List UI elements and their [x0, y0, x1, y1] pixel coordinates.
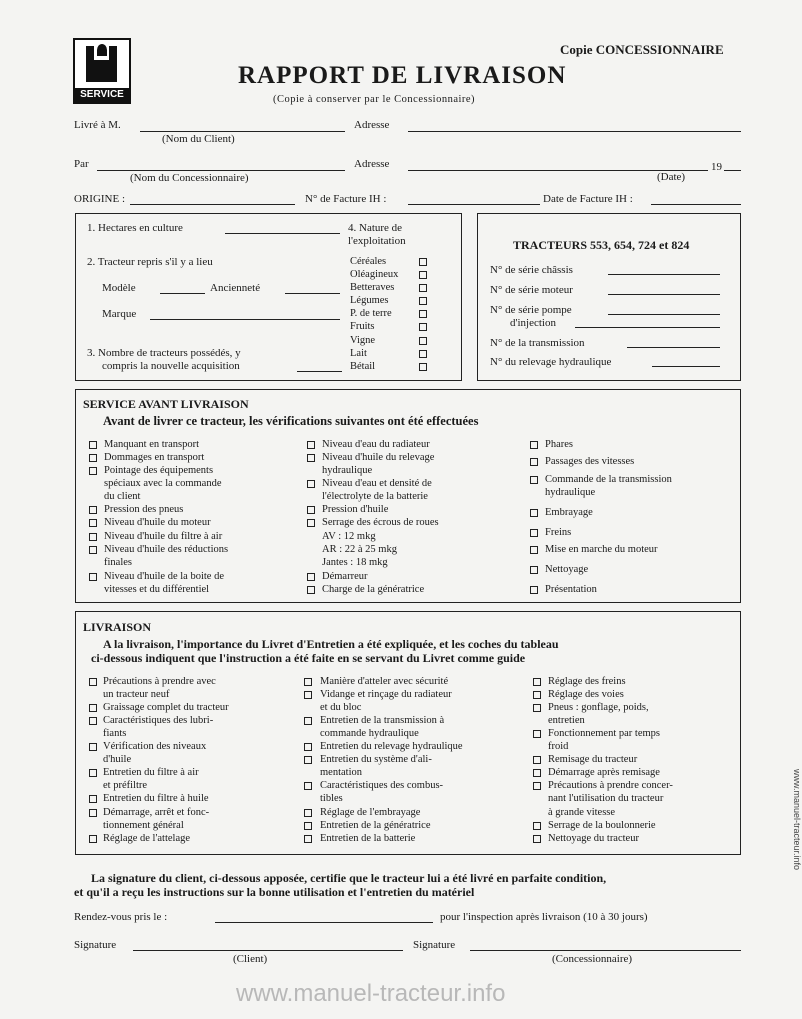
- serie-moteur-label: N° de série moteur: [490, 284, 573, 296]
- rdv-suffix: pour l'inspection après livraison (10 à 30 jours): [440, 911, 648, 923]
- livraison-checkbox[interactable]: [89, 809, 97, 817]
- nature-item: P. de terre: [350, 308, 392, 319]
- service-checkbox[interactable]: [307, 480, 315, 488]
- service-checkbox[interactable]: [530, 529, 538, 537]
- livraison-item: Entretien de la génératrice: [320, 820, 431, 831]
- service-item: Freins: [545, 527, 572, 538]
- nature-item: Bétail: [350, 361, 376, 372]
- marque-label: Marque: [102, 308, 137, 320]
- dealer-name-field[interactable]: [97, 170, 345, 171]
- service-item: vitesses et du différentiel: [104, 584, 210, 595]
- service-checkbox[interactable]: [530, 476, 538, 484]
- livraison-item: Fonctionnement par temps: [548, 728, 660, 739]
- livraison-checkbox[interactable]: [304, 743, 312, 751]
- rdv-field[interactable]: [215, 922, 433, 923]
- livraison-item: Réglage des voies: [548, 689, 624, 700]
- nature-item: Lait: [350, 348, 367, 359]
- certification-line-2: et qu'il a reçu les instructions sur la bonne utilisation et l'entretien du matériel: [74, 885, 475, 899]
- year-label: 19: [711, 161, 722, 173]
- service-title: SERVICE AVANT LIVRAISON: [83, 397, 249, 411]
- nombre-tracteurs-label2: compris la nouvelle acquisition: [102, 360, 240, 372]
- service-item: Embrayage: [545, 507, 593, 518]
- nature-item: Légumes: [350, 295, 389, 306]
- service-item: Jantes : 18 mkg: [322, 557, 388, 568]
- livraison-checkbox[interactable]: [304, 678, 312, 686]
- livraison-item: commande hydraulique: [320, 728, 419, 739]
- anciennete-label: Ancienneté: [210, 282, 261, 294]
- livraison-item: Vidange et rinçage du radiateur: [320, 689, 452, 700]
- service-item: Charge de la génératrice: [322, 584, 425, 595]
- livraison-item: Entretien du filtre à air: [103, 767, 199, 778]
- livraison-item: Entretien du relevage hydraulique: [320, 741, 463, 752]
- livraison-item: Entretien du système d'ali-: [320, 754, 432, 765]
- nature-item: Fruits: [350, 321, 375, 332]
- livraison-item: Entretien du filtre à huile: [103, 793, 209, 804]
- nature-checkbox[interactable]: [419, 258, 427, 266]
- transmission-label: N° de la transmission: [490, 337, 585, 349]
- service-item: l'électrolyte de la batterie: [322, 491, 428, 502]
- date-facture-field[interactable]: [651, 204, 741, 205]
- anciennete-field[interactable]: [285, 293, 340, 294]
- livraison-checkbox[interactable]: [533, 756, 541, 764]
- nature-label: 4. Nature de: [348, 222, 403, 234]
- livraison-checkbox[interactable]: [304, 691, 312, 699]
- service-checkbox[interactable]: [89, 519, 97, 527]
- service-checkbox[interactable]: [307, 573, 315, 581]
- livraison-item: et du bloc: [320, 702, 362, 713]
- service-item: finales: [104, 557, 132, 568]
- livraison-checkbox[interactable]: [304, 809, 312, 817]
- injection-label: d'injection: [510, 317, 556, 329]
- service-checkbox[interactable]: [89, 533, 97, 541]
- origine-label: ORIGINE :: [74, 193, 126, 205]
- par-label: Par: [74, 158, 89, 170]
- service-subtitle: Avant de livrer ce tracteur, les vérifications suivantes ont été effectuées: [103, 414, 479, 428]
- livraison-item: à grande vitesse: [548, 807, 616, 818]
- livraison-checkbox[interactable]: [533, 835, 541, 843]
- side-watermark: www.manuel-tracteur.info: [792, 768, 802, 870]
- service-item: du client: [104, 491, 141, 502]
- nombre-tracteurs-field[interactable]: [297, 371, 342, 372]
- page-title: RAPPORT DE LIVRAISON: [238, 62, 567, 89]
- livraison-checkbox[interactable]: [533, 822, 541, 830]
- livraison-item: Démarrage, arrêt et fonc-: [103, 807, 210, 818]
- nature-checkbox[interactable]: [419, 323, 427, 331]
- service-item: Niveau d'huile de la boite de: [104, 571, 224, 582]
- livraison-checkbox[interactable]: [533, 704, 541, 712]
- copy-label: Copie CONCESSIONNAIRE: [560, 42, 724, 57]
- tracteur-repris-label: 2. Tracteur repris s'il y a lieu: [87, 256, 213, 268]
- service-item: Phares: [545, 439, 573, 450]
- nature-checkbox[interactable]: [419, 297, 427, 305]
- livre-label: Livré à M.: [74, 119, 121, 131]
- livraison-subtitle-2: ci-dessous indiquent que l'instruction a été faite en se servant du Livret comme guide: [91, 651, 526, 665]
- service-checkbox[interactable]: [89, 546, 97, 554]
- livraison-checkbox[interactable]: [89, 769, 97, 777]
- livraison-checkbox[interactable]: [533, 769, 541, 777]
- marque-field[interactable]: [150, 319, 340, 320]
- livraison-checkbox[interactable]: [533, 730, 541, 738]
- nature-checkbox[interactable]: [419, 310, 427, 318]
- livraison-item: Manière d'atteler avec sécurité: [320, 676, 449, 687]
- signature-dealer-field[interactable]: [470, 950, 741, 951]
- nature-checkbox[interactable]: [419, 337, 427, 345]
- livraison-item: Entretien de la transmission à: [320, 715, 445, 726]
- client-caption: (Client): [233, 953, 268, 965]
- livraison-checkbox[interactable]: [304, 717, 312, 725]
- livraison-item: Caractéristiques des lubri-: [103, 715, 214, 726]
- nature-item: Vigne: [350, 335, 376, 346]
- service-item: Dommages en transport: [104, 452, 205, 463]
- livraison-item: Nettoyage du tracteur: [548, 833, 639, 844]
- service-checkbox[interactable]: [530, 458, 538, 466]
- service-checkbox[interactable]: [530, 546, 538, 554]
- service-checkbox[interactable]: [307, 454, 315, 462]
- transmission-field[interactable]: [627, 347, 720, 348]
- client-name-field[interactable]: [140, 131, 345, 132]
- service-checkbox[interactable]: [89, 454, 97, 462]
- service-item: Niveau d'eau du radiateur: [322, 439, 430, 450]
- nombre-tracteurs-label: 3. Nombre de tracteurs possédés, y: [87, 347, 241, 359]
- livraison-checkbox[interactable]: [533, 782, 541, 790]
- livraison-subtitle-1: A la livraison, l'importance du Livret d'Entretien a été expliquée, et les coches du tableau: [103, 637, 559, 651]
- modele-field[interactable]: [160, 293, 205, 294]
- livraison-checkbox[interactable]: [89, 743, 97, 751]
- tracteurs-title: TRACTEURS 553, 654, 724 et 824: [513, 238, 690, 252]
- service-item: Commande de la transmission: [545, 474, 672, 485]
- service-checkbox[interactable]: [307, 519, 315, 527]
- ih-logo: [73, 38, 131, 104]
- livraison-item: Caractéristiques des combus-: [320, 780, 444, 791]
- serie-pompe-label: N° de série pompe: [490, 304, 572, 316]
- service-item: Serrage des écrous de roues: [322, 517, 439, 528]
- service-checkbox[interactable]: [89, 573, 97, 581]
- service-item: Pression des pneus: [104, 504, 184, 515]
- serie-pompe-field[interactable]: [608, 314, 720, 315]
- livraison-item: Pneus : gonflage, poids,: [548, 702, 649, 713]
- livraison-item: entretien: [548, 715, 585, 726]
- livraison-item: Remisage du tracteur: [548, 754, 638, 765]
- signature-client-label: Signature: [74, 939, 117, 951]
- relevage-label: N° du relevage hydraulique: [490, 356, 612, 368]
- livraison-checkbox[interactable]: [89, 717, 97, 725]
- facture-field[interactable]: [408, 204, 540, 205]
- service-item: Passages des vitesses: [545, 456, 635, 467]
- livraison-checkbox[interactable]: [89, 678, 97, 686]
- livraison-item: Réglage de l'attelage: [103, 833, 191, 844]
- adresse2-label: Adresse: [354, 158, 390, 170]
- livraison-item: Précautions à prendre concer-: [548, 780, 673, 791]
- livraison-checkbox[interactable]: [304, 756, 312, 764]
- relevage-field[interactable]: [652, 366, 720, 367]
- livraison-item: froid: [548, 741, 569, 752]
- facture-label: N° de Facture IH :: [305, 193, 387, 205]
- service-checkbox[interactable]: [307, 441, 315, 449]
- livraison-item: d'huile: [103, 754, 132, 765]
- nature-item: Betteraves: [350, 282, 395, 293]
- date-facture-label: Date de Facture IH :: [543, 193, 633, 205]
- livraison-item: un tracteur neuf: [103, 689, 170, 700]
- livraison-item: tibles: [320, 793, 343, 804]
- origine-field[interactable]: [130, 204, 295, 205]
- client-address-field[interactable]: [408, 131, 741, 132]
- nature-checkbox[interactable]: [419, 363, 427, 371]
- service-item: hydraulique: [545, 487, 596, 498]
- service-checkbox[interactable]: [530, 509, 538, 517]
- livraison-checkbox[interactable]: [89, 795, 97, 803]
- livraison-item: mentation: [320, 767, 362, 778]
- livraison-checkbox[interactable]: [304, 835, 312, 843]
- livraison-item: Vérification des niveaux: [103, 741, 207, 752]
- page-subtitle: (Copie à conserver par le Concessionnaire): [273, 94, 476, 105]
- concessionnaire-caption: (Concessionnaire): [552, 953, 633, 965]
- service-item: spéciaux avec la commande: [104, 478, 222, 489]
- livraison-item: Réglage de l'embrayage: [320, 807, 421, 818]
- service-item: Niveau d'eau et densité de: [322, 478, 432, 489]
- signature-dealer-label: Signature: [413, 939, 456, 951]
- livraison-item: Graissage complet du tracteur: [103, 702, 229, 713]
- service-checkbox[interactable]: [89, 467, 97, 475]
- livraison-item: Précautions à prendre avec: [103, 676, 216, 687]
- service-item: Niveau d'huile du filtre à air: [104, 531, 223, 542]
- service-item: Démarreur: [322, 571, 368, 582]
- adresse-label: Adresse: [354, 119, 390, 131]
- nom-client-label: (Nom du Client): [162, 133, 235, 145]
- livraison-item: Entretien de la batterie: [320, 833, 416, 844]
- livraison-checkbox[interactable]: [533, 678, 541, 686]
- service-item: Niveau d'huile du moteur: [104, 517, 211, 528]
- livraison-item: Démarrage après remisage: [548, 767, 660, 778]
- date-label: (Date): [657, 171, 686, 183]
- service-item: Niveau d'huile du relevage: [322, 452, 435, 463]
- livraison-checkbox[interactable]: [304, 782, 312, 790]
- service-item: Niveau d'huile des réductions: [104, 544, 229, 555]
- serie-chassis-label: N° de série châssis: [490, 264, 573, 276]
- service-item: Pression d'huile: [322, 504, 389, 515]
- service-checkbox[interactable]: [89, 441, 97, 449]
- livraison-checkbox[interactable]: [533, 691, 541, 699]
- service-item: AV : 12 mkg: [322, 531, 376, 542]
- service-item: AR : 22 à 25 mkg: [322, 544, 397, 555]
- nature-label2: l'exploitation: [348, 235, 406, 247]
- service-item: Pointage des équipements: [104, 465, 214, 476]
- nature-checkbox[interactable]: [419, 284, 427, 292]
- service-checkbox[interactable]: [89, 506, 97, 514]
- service-item: Mise en marche du moteur: [545, 544, 658, 555]
- serie-chassis-field[interactable]: [608, 274, 720, 275]
- nature-item: Oléagineux: [350, 269, 399, 280]
- livraison-title: LIVRAISON: [83, 620, 152, 634]
- certification-line-1: La signature du client, ci-dessous apposée, certifie que le tracteur lui a été livré en parfaite condition,: [91, 871, 607, 885]
- service-item: hydraulique: [322, 465, 373, 476]
- nature-checkbox[interactable]: [419, 271, 427, 279]
- livraison-item: fiants: [103, 728, 127, 739]
- service-checkbox[interactable]: [530, 566, 538, 574]
- nom-concessionnaire-label: (Nom du Concessionnaire): [130, 172, 249, 184]
- livraison-item: Serrage de la boulonnerie: [548, 820, 656, 831]
- watermark: www.manuel-tracteur.info: [236, 980, 506, 1007]
- modele-label: Modèle: [102, 282, 136, 294]
- service-checkbox[interactable]: [530, 441, 538, 449]
- service-item: Nettoyage: [545, 564, 589, 575]
- service-item: Manquant en transport: [104, 439, 200, 450]
- livraison-item: et préfiltre: [103, 780, 148, 791]
- serie-moteur-field[interactable]: [608, 294, 720, 295]
- hectares-label: 1. Hectares en culture: [87, 222, 183, 234]
- livraison-checkbox[interactable]: [304, 822, 312, 830]
- hectares-field[interactable]: [225, 233, 340, 234]
- service-checkbox[interactable]: [307, 586, 315, 594]
- signature-client-field[interactable]: [133, 950, 403, 951]
- logo-text: SERVICE: [75, 88, 129, 102]
- livraison-item: Réglage des freins: [548, 676, 626, 687]
- service-checkbox[interactable]: [530, 586, 538, 594]
- livraison-checkbox[interactable]: [89, 835, 97, 843]
- livraison-item: nant l'utilisation du tracteur: [548, 793, 664, 804]
- nature-checkbox[interactable]: [419, 350, 427, 358]
- livraison-item: tionnement général: [103, 820, 184, 831]
- nature-item: Céréales: [350, 256, 387, 267]
- service-item: Présentation: [545, 584, 597, 595]
- rdv-label: Rendez-vous pris le :: [74, 911, 168, 923]
- service-checkbox[interactable]: [307, 506, 315, 514]
- livraison-checkbox[interactable]: [89, 704, 97, 712]
